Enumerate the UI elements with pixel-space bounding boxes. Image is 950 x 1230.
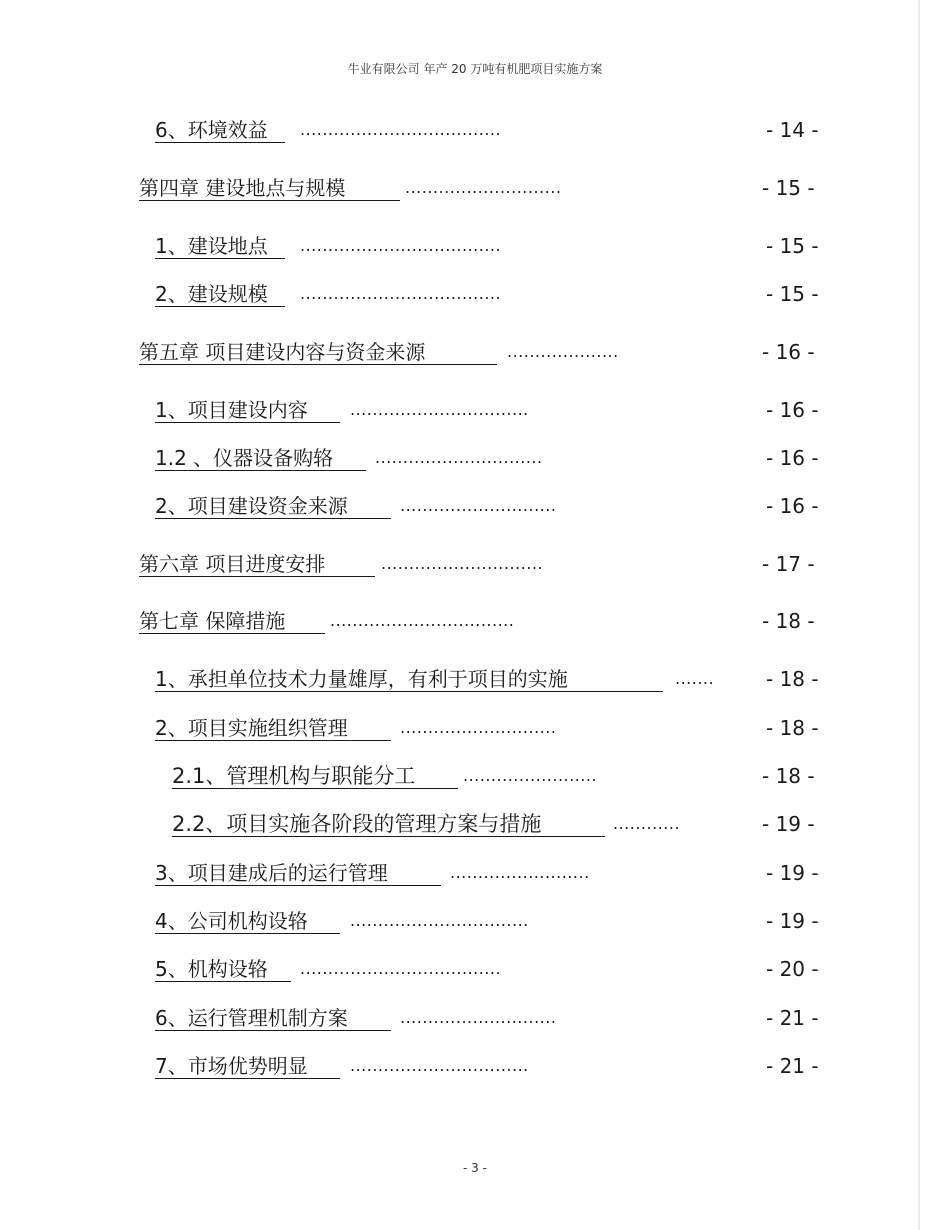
toc-entry-title: 1.2 、仪器设备购辂	[155, 446, 366, 471]
toc-entry-title: 第七章 保障措施	[139, 609, 325, 634]
toc-entry-page: - 16 -	[766, 398, 819, 422]
toc-entry-leader: ............................	[400, 718, 557, 737]
toc-entry-title: 6、环境效益	[155, 118, 285, 143]
running-header: 牛业有限公司 年产 20 万吨有机肥项目实施方案	[347, 62, 603, 76]
toc-entry-leader: ....................................	[300, 284, 502, 303]
toc-entry-title: 5、机构设辂	[155, 957, 291, 982]
toc-entry-page: - 18 -	[766, 716, 819, 740]
toc-entry-title: 第六章 项目进度安排	[139, 552, 375, 577]
toc-entry-page: - 16 -	[762, 340, 815, 364]
toc-entry-leader: ................................	[350, 911, 529, 930]
toc-entry-title: 3、项目建成后的运行管理	[155, 861, 441, 886]
toc-entry-page: - 21 -	[766, 1054, 819, 1078]
toc-entry-page: - 15 -	[762, 176, 815, 200]
toc-entry-leader: ....................	[507, 342, 619, 361]
toc-entry-leader: .........................	[450, 863, 590, 882]
toc-entry-page: - 15 -	[766, 234, 819, 258]
toc-entry-title: 2.2、项目实施各阶段的管理方案与措施	[172, 812, 605, 837]
toc-entry-page: - 18 -	[762, 609, 815, 633]
toc-entry-title: 1、建设地点	[155, 234, 285, 259]
toc-entry-leader: ............	[613, 814, 681, 833]
toc-entry-title: 第四章 建设地点与规模	[139, 176, 400, 201]
toc-entry-title: 2、项目建设资金来源	[155, 494, 391, 519]
toc-entry-page: - 15 -	[766, 282, 819, 306]
toc-entry-title: 2、项目实施组织管理	[155, 716, 391, 741]
toc-entry-leader: ....................................	[300, 236, 502, 255]
toc-entry-page: - 18 -	[762, 764, 815, 788]
toc-entry-title: 7、市场优势明显	[155, 1054, 340, 1079]
toc-entry-page: - 16 -	[766, 494, 819, 518]
toc-entry-title: 1、项目建设内容	[155, 398, 340, 423]
toc-entry-leader: ................................	[350, 1056, 529, 1075]
toc-entry-title: 1、承担单位技术力量雄厚，有利于项目的实施	[155, 667, 663, 692]
toc-entry-leader: ....................................	[300, 120, 502, 139]
page-edge	[918, 0, 920, 1230]
toc-entry-leader: ........................	[463, 766, 598, 785]
toc-entry-title: 第五章 项目建设内容与资金来源	[139, 340, 497, 365]
toc-entry-leader: .............................	[381, 554, 543, 573]
toc-entry-title: 2、建设规模	[155, 282, 285, 307]
toc-entry-page: - 19 -	[762, 812, 815, 836]
toc-entry-page: - 20 -	[766, 957, 819, 981]
toc-entry-leader: ............................	[400, 496, 557, 515]
toc-entry-leader: ................................	[350, 400, 529, 419]
toc-entry-page: - 14 -	[766, 118, 819, 142]
toc-entry-page: - 21 -	[766, 1006, 819, 1030]
toc-entry-leader: ............................	[405, 178, 562, 197]
toc-entry-page: - 19 -	[766, 861, 819, 885]
toc-entry-leader: ..............................	[375, 448, 543, 467]
toc-entry-leader: ............................	[400, 1008, 557, 1027]
toc-entry-page: - 18 -	[766, 667, 819, 691]
toc-entry-title: 4、公司机构设辂	[155, 909, 340, 934]
toc-entry-page: - 19 -	[766, 909, 819, 933]
toc-entry-leader: ....................................	[300, 959, 502, 978]
toc-entry-page: - 16 -	[766, 446, 819, 470]
page-number-footer: - 3 -	[463, 1161, 487, 1175]
toc-entry-title: 2.1、管理机构与职能分工	[172, 764, 458, 789]
toc-entry-leader: .................................	[330, 611, 515, 630]
toc-entry-page: - 17 -	[762, 552, 815, 576]
toc-entry-title: 6、运行管理机制方案	[155, 1006, 391, 1031]
toc-entry-leader: .......	[675, 669, 715, 688]
